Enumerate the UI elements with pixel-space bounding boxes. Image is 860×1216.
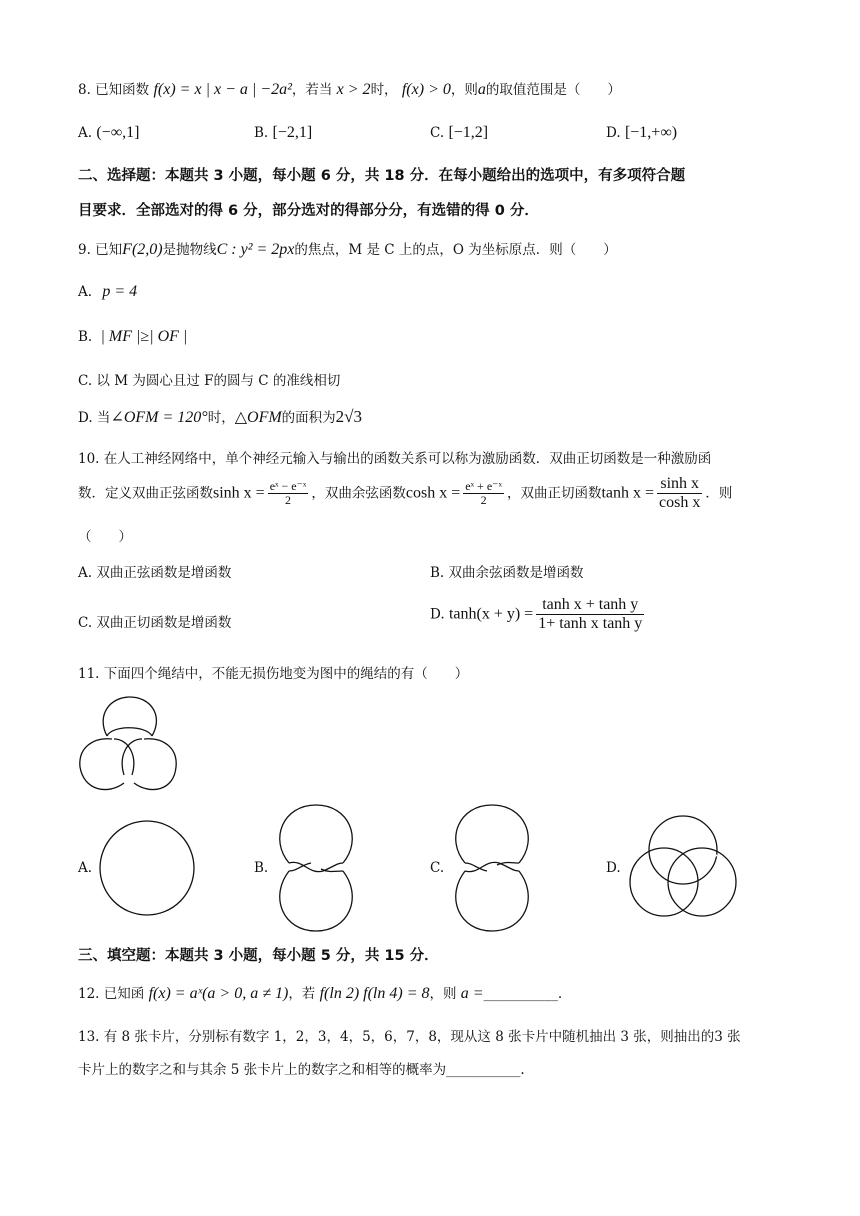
cosh-numerator: eˣ + e⁻ˣ: [465, 478, 502, 493]
q10-line2: [78, 475, 732, 513]
q9-option-d[interactable]: [78, 406, 362, 427]
knot-option-b-figure[interactable]: [275, 803, 357, 933]
knot-option-a-figure[interactable]: [99, 820, 195, 916]
q8-var: a: [477, 81, 486, 98]
q12-answer-blank[interactable]: ___________: [483, 986, 558, 1002]
q8-text-tail: 的取值范围是（ ）: [485, 82, 621, 98]
q11-stem: 11. 下面四个绳结中，不能无损伤地变为图中的绳结的有（ ）: [78, 666, 469, 682]
option-letter: C.: [430, 125, 445, 141]
option-d-mid: 时，: [207, 410, 235, 426]
q12-stem: [78, 982, 562, 1003]
q11-option-a-label[interactable]: A.: [78, 860, 93, 876]
q9-stem: [78, 238, 617, 259]
tanh-lhs: tanh x =: [601, 484, 655, 502]
q10-line3: （ ）: [78, 529, 132, 545]
q9-option-b[interactable]: [78, 328, 187, 346]
q12-answer-lhs: a =: [460, 985, 484, 1002]
q12-end: .: [557, 986, 563, 1002]
q8-text-end: ，则: [450, 82, 478, 98]
sinh-lhs: sinh x =: [213, 484, 265, 502]
q9-option-a[interactable]: [78, 283, 137, 301]
q8-cond: x > 2: [336, 81, 371, 98]
q13-line2-text: 卡片上的数字之和与其余 5 张卡片上的数字之和相等的概率为: [78, 1062, 447, 1078]
q12-mid2: ，则: [429, 986, 457, 1002]
q13-end: .: [520, 1062, 525, 1078]
option-value: | MF |≥| OF |: [100, 328, 188, 345]
option-value: [−1,2]: [448, 124, 489, 141]
q13-answer-blank[interactable]: ___________: [446, 1062, 521, 1078]
option-letter: A.: [78, 125, 93, 141]
option-d-numerator: tanh x + tanh y: [536, 596, 644, 615]
option-d-denominator: 1+ tanh x tanh y: [538, 615, 643, 633]
q10-line2-end: ．则: [705, 485, 733, 502]
q8-option-c[interactable]: [430, 124, 488, 142]
cosh-lhs: cosh x =: [405, 484, 461, 502]
option-d-triangle: △OFM: [234, 409, 282, 426]
option-letter: A.: [78, 284, 93, 300]
section2-heading-line1: 二、选择题：本题共 3 小题，每小题 6 分，共 18 分．在每小题给出的选项中，有多项符合题: [78, 168, 686, 184]
section2-heading-line2: 目要求．全部选对的得 6 分，部分选对的得部分分，有选错的得 0 分．: [78, 203, 539, 219]
q10-option-d[interactable]: [430, 596, 647, 634]
q12-mid: ，若: [288, 986, 316, 1002]
option-d-angle: ∠OFM = 120°: [110, 409, 208, 426]
q11-option-d-label[interactable]: D.: [606, 860, 621, 876]
q8-cond2: f(x) > 0: [401, 81, 451, 98]
q8-formula: f(x) = x | x − a | −2a²: [153, 81, 292, 98]
q10-line2-mid2: ，双曲正切函数: [506, 485, 602, 502]
section3-heading: 三、填空题：本题共 3 小题，每小题 5 分，共 15 分．: [78, 948, 439, 964]
option-value: p = 4: [102, 283, 138, 300]
q10-line2-mid: ，双曲余弦函数: [311, 485, 406, 502]
q13-line2: [78, 1058, 525, 1078]
q8-text-mid2: 时，: [370, 82, 398, 98]
option-d-fraction: [536, 596, 644, 634]
q12-func: f(x) = aˣ(a > 0, a ≠ 1): [148, 985, 289, 1002]
q8-text-mid: ，若当: [291, 82, 333, 98]
q10-option-b[interactable]: B. 双曲余弦函数是增函数: [430, 565, 584, 581]
tanh-fraction: [657, 475, 702, 513]
option-d-mid2: 的面积为: [281, 410, 336, 426]
option-value: [−2,1]: [272, 124, 313, 141]
option-value: [−1,+∞): [624, 124, 678, 141]
q11-option-c-label[interactable]: C.: [430, 860, 445, 876]
sinh-denominator: 2: [285, 493, 292, 508]
q9-tail: 的焦点，M 是 C 上的点，O 为坐标原点．则（ ）: [294, 242, 617, 258]
knot-option-c-figure[interactable]: [451, 803, 533, 933]
knot-option-d-figure[interactable]: [628, 814, 738, 920]
q12-cond: f(ln 2) f(ln 4) = 8: [319, 985, 430, 1002]
q12-pre: 12. 已知函: [78, 986, 145, 1002]
q9-pre: 9. 已知: [78, 242, 123, 258]
option-value: (−∞,1]: [96, 124, 140, 141]
option-d-value: 2√3: [335, 407, 363, 426]
q8-option-b[interactable]: [254, 124, 312, 142]
option-letter: B.: [78, 329, 93, 345]
q9-option-c[interactable]: C. 以 M 为圆心且过 F的圆与 C 的准线相切: [78, 373, 341, 389]
trefoil-knot-figure: [78, 695, 178, 800]
q8-option-a[interactable]: [78, 124, 139, 142]
sinh-numerator: eˣ − e⁻ˣ: [269, 478, 307, 493]
option-letter: D.: [430, 606, 445, 623]
q10-option-a[interactable]: A. 双曲正弦函数是增函数: [78, 565, 232, 581]
q8-option-d[interactable]: [606, 124, 677, 142]
cosh-denominator: 2: [480, 493, 487, 508]
option-d-lhs: tanh(x + y) =: [448, 605, 534, 623]
q10-line1: 10. 在人工神经网络中，单个神经元输入与输出的函数关系可以称为激励函数．双曲正切函数是一种激励函: [78, 451, 712, 467]
tanh-denominator: cosh x: [659, 494, 701, 512]
q9-curve: C : y² = 2px: [216, 241, 295, 258]
option-d-pre: D. 当: [78, 410, 111, 426]
cosh-fraction: [463, 480, 504, 509]
q9-point: F(2,0): [122, 241, 163, 258]
q10-line2-pre: 数．定义双曲正弦函数: [78, 485, 213, 502]
option-letter: D.: [606, 125, 621, 141]
q13-line1: 13. 有 8 张卡片，分别标有数字 1，2，3，4，5，6，7，8，现从这 8 张卡片中随机抽出 3 张，则抽出的3 张: [78, 1029, 741, 1045]
tanh-numerator: sinh x: [657, 475, 702, 494]
q9-mid: 是抛物线: [162, 242, 217, 258]
option-letter: B.: [254, 125, 269, 141]
q11-option-b-label[interactable]: B.: [254, 860, 269, 876]
sinh-fraction: [268, 480, 309, 509]
q10-option-c[interactable]: C. 双曲正切函数是增函数: [78, 615, 232, 631]
q8-text-pre: 8. 已知函数: [78, 82, 150, 98]
q8-stem: [78, 78, 621, 99]
